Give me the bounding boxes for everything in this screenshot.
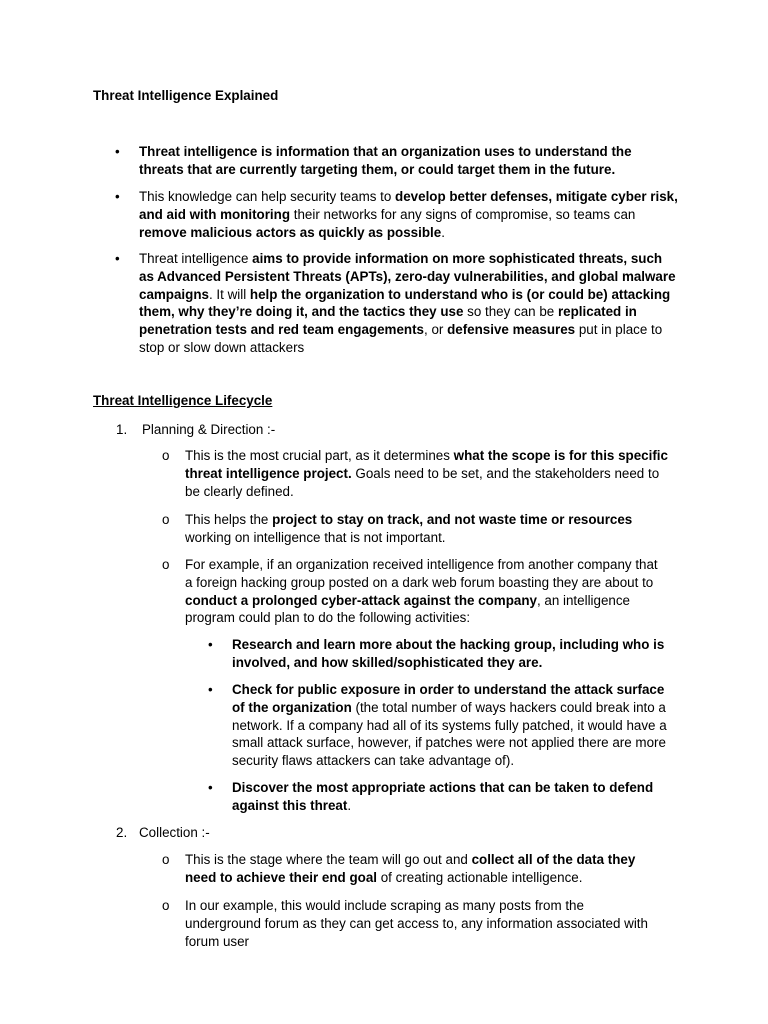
bullet-marker: •	[115, 144, 120, 159]
bullet-marker: •	[115, 251, 120, 266]
page-title: Threat Intelligence Explained	[93, 88, 279, 103]
bold-run: replicated in penetration tests and red team engagements	[139, 304, 637, 338]
text-run: .	[441, 224, 445, 240]
step-label: Collection :-	[139, 825, 210, 840]
text-run: their networks for any signs of compromise, so teams can	[290, 206, 636, 222]
sub-bullet-marker: o	[162, 898, 170, 913]
text-run: Threat intelligence	[139, 251, 253, 266]
section-heading: Threat Intelligence Lifecycle	[93, 393, 273, 408]
activity-text	[232, 681, 674, 770]
text-run: For example, if an organization received intelligence from another company that a foreign hacking group posted on a dark web forum boasting they are about to	[185, 557, 658, 590]
text-run: In our example, this would include scraping as many posts from the underground forum as they can get access to, any information associated with forum user	[185, 898, 648, 949]
point-text	[185, 511, 675, 547]
sub-bullet-marker: o	[162, 448, 170, 463]
bullet-text	[139, 188, 679, 241]
bullet-marker: •	[115, 189, 120, 204]
text-run: .	[347, 797, 352, 813]
bullet-text	[139, 250, 679, 357]
sub-bullet-marker: o	[162, 852, 170, 867]
bold-run: conduct a prolonged cyber-attack against the company	[185, 592, 537, 608]
bold-run: Check for public exposure in order to understand the attack surface of the organization	[232, 682, 665, 715]
text-run: put in place to stop or slow down attackers	[139, 322, 663, 355]
step-number: 1.	[116, 422, 128, 437]
text-run: so they can be	[463, 304, 558, 320]
bold-run: defensive measures	[447, 322, 576, 338]
step-number: 2.	[116, 825, 128, 840]
bold-run: what the scope is for this specific threat intelligence project.	[185, 448, 668, 481]
text-run: working on intelligence that is not important.	[185, 529, 446, 545]
activity-text	[232, 779, 674, 815]
text-run: . It will	[208, 286, 250, 302]
bold-run: Threat intelligence is information that an organization uses to understand the threats that are currently targeting them, or could target them in the future.	[139, 144, 632, 177]
text-run: This helps the	[185, 512, 273, 527]
text-run: This knowledge can help security teams to	[139, 189, 396, 204]
sub-bullet-marker: o	[162, 512, 170, 527]
step-label: Planning & Direction :-	[142, 422, 276, 437]
text-run: Goals need to be set, and the stakeholders need to be clearly defined.	[185, 465, 660, 499]
sub-bullet-marker: o	[162, 557, 170, 572]
bold-run: project to stay on track, and not waste time or resources	[272, 512, 633, 527]
text-run: of creating actionable intelligence.	[376, 869, 583, 885]
activity-text	[232, 636, 672, 672]
bullet-marker: •	[208, 780, 213, 795]
bold-run: help the organization to understand who is (or could be) attacking them, why they’re doing it, and the tactics they use	[139, 286, 671, 320]
bold-run: Discover the most appropriate actions that can be taken to defend against this threat	[232, 780, 654, 813]
point-text	[185, 556, 665, 627]
bullet-marker: •	[208, 682, 213, 697]
text-run: This is the most crucial part, as it determines	[185, 448, 454, 463]
bold-run: collect all of the data they need to achieve their end goal	[185, 852, 636, 885]
point-text	[185, 851, 670, 887]
bold-run: Research and learn more about the hacking group, including who is involved, and how skilled/sophisticated they are.	[232, 637, 665, 670]
text-run: This is the stage where the team will go out and	[185, 852, 472, 867]
bold-run: develop better defenses, mitigate cyber risk, and aid with monitoring	[139, 189, 678, 222]
bold-run: aims to provide information on more sophisticated threats, such as Advanced Persistent Threats (APTs), zero-day vulnerabilities, and global malware campaigns	[139, 251, 676, 302]
point-text	[185, 897, 660, 950]
point-text	[185, 447, 675, 500]
bullet-marker: •	[208, 637, 213, 652]
text-run: , an intelligence program could plan to do the following activities:	[185, 592, 631, 626]
text-run: (the total number of ways hackers could break into a network. If a company had all of its systems fully patched, it would have a small attack surface, however, if patches were not applied there are more security flaws attackers can take advantage of).	[232, 699, 667, 769]
bold-run: remove malicious actors as quickly as possible	[139, 224, 442, 240]
bullet-text	[139, 143, 679, 179]
text-run: , or	[424, 322, 448, 338]
